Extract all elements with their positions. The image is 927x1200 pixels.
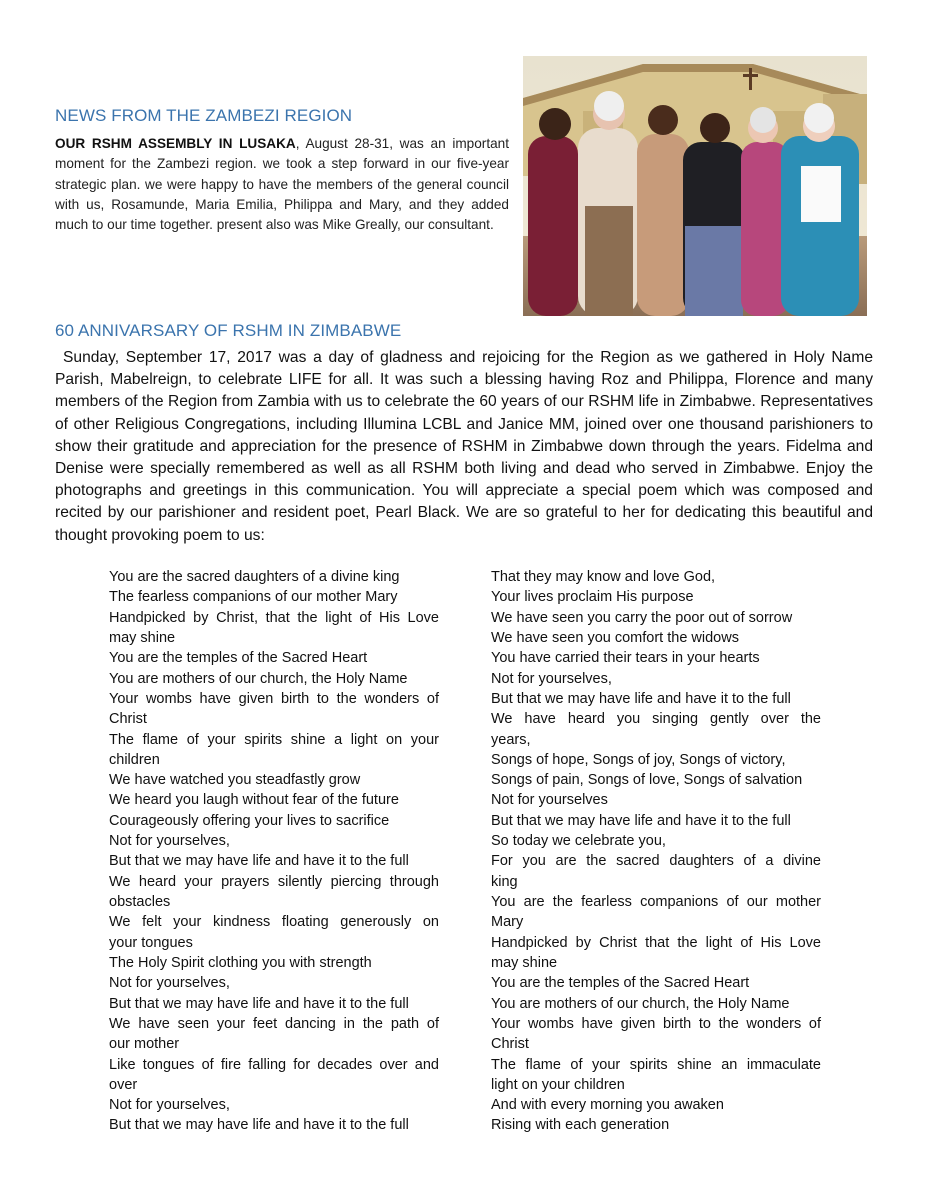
poem-right-column bbox=[491, 567, 821, 1136]
poem-line: The Holy Spirit clothing you with strength bbox=[109, 954, 372, 971]
poem-line: over bbox=[109, 1076, 138, 1093]
poem-line: years, bbox=[491, 731, 531, 748]
poem-line: We heard you laugh without fear of the future bbox=[109, 792, 399, 809]
poem-line: So today we celebrate you, bbox=[491, 833, 666, 850]
poem-line: children bbox=[109, 751, 160, 768]
poem-line: We heard your prayers silently piercing through bbox=[109, 873, 439, 890]
poem-line: We have heard you singing gently over the bbox=[491, 711, 821, 728]
poem-line: But that we may have life and have it to the full bbox=[491, 812, 791, 829]
poem-line: We have seen you comfort the widows bbox=[491, 629, 739, 646]
poem-line: Your wombs have given birth to the wonders of bbox=[491, 1015, 821, 1032]
poem-line: And with every morning you awaken bbox=[491, 1097, 724, 1114]
poem-line: Songs of hope, Songs of joy, Songs of victory, bbox=[491, 751, 786, 768]
section-heading-zambezi: NEWS FROM THE ZAMBEZI REGION bbox=[55, 106, 353, 125]
poem-line: our mother bbox=[109, 1036, 180, 1053]
poem-line: Not for yourselves, bbox=[491, 670, 612, 687]
poem-line: That they may know and love God, bbox=[491, 569, 716, 585]
poem-line: may shine bbox=[109, 629, 176, 646]
poem-line: But that we may have life and have it to the full bbox=[491, 690, 791, 707]
poem-left-column bbox=[109, 567, 439, 1136]
poem-line: The fearless companions of our mother Mary bbox=[109, 589, 398, 606]
poem-line: Rising with each generation bbox=[491, 1117, 670, 1134]
poem-line: Not for yourselves, bbox=[109, 833, 230, 850]
assembly-text: , August 28-31, was an important moment for the Zambezi region. we took a step forward in our five-year strategic plan. we were happy to have the members of the general council with us, Rosamunde, Maria Emilia, Philippa and Mary, and they added much to our time together. present also was Mike Greally, our consultant. bbox=[55, 136, 509, 233]
group-photo bbox=[523, 56, 867, 316]
poem-line: You are the fearless companions of our mother bbox=[491, 894, 821, 910]
poem-line: You are mothers of our church, the Holy Name bbox=[491, 995, 790, 1012]
poem-line: Like tongues of fire falling for decades over and bbox=[109, 1056, 439, 1073]
poem-line: Christ bbox=[491, 1036, 529, 1053]
poem-line: Songs of pain, Songs of love, Songs of salvation bbox=[491, 772, 803, 789]
poem-line: king bbox=[491, 873, 518, 890]
poem-line: Not for yourselves bbox=[491, 792, 608, 809]
poem-line: The flame of your spirits shine an immaculate bbox=[491, 1056, 821, 1073]
poem-line: Handpicked by Christ, that the light of His Love bbox=[109, 609, 439, 626]
anniversary-paragraph: Sunday, September 17, 2017 was a day of gladness and rejoicing for the Region as we gathered in Holy Name Parish, Mabelreign, to celebrate LIFE for all. It was such a blessing having Roz and Philippa, Florence and many members of the Region from Zambia with us to celebrate the 60 years of our RSHM life in Zimbabwe. Representatives of other Religious Congregations, including Illumina LCBL and Janice MM, joined over one thousand parishioners to show their gratitude and appreciation for the presence of RSHM in Zimbabwe down through the years. Fidelma and Denise were specially remembered as well as all RSHM both living and dead who served in Zimbabwe. Enjoy the photographs and greetings in this communication. You will appreciate a special poem which was composed and recited by our parishioner and resident poet, Pearl Black. We are so grateful to her for dedicating this beautiful and thought provoking poem to us: bbox=[55, 349, 873, 544]
section-heading-zimbabwe: 60 ANNIVARSARY OF RSHM IN ZIMBABWE bbox=[55, 321, 402, 340]
poem-line: Courageously offering your lives to sacrifice bbox=[109, 812, 390, 829]
poem-line: may shine bbox=[491, 954, 558, 971]
poem-line: Your lives proclaim His purpose bbox=[491, 589, 694, 606]
poem-line: But that we may have life and have it to the full bbox=[109, 995, 409, 1012]
poem-line: We have watched you steadfastly grow bbox=[109, 772, 361, 789]
poem-line: your tongues bbox=[109, 934, 193, 951]
poem-line: You are the temples of the Sacred Heart bbox=[109, 650, 368, 667]
poem-line: You are the sacred daughters of a divine king bbox=[109, 569, 400, 585]
poem-line: Christ bbox=[109, 711, 147, 728]
poem-line: We have seen you carry the poor out of sorrow bbox=[491, 609, 793, 626]
poem-line: You are mothers of our church, the Holy Name bbox=[109, 670, 408, 687]
poem-line: You are the temples of the Sacred Heart bbox=[491, 975, 750, 992]
poem-line: Your wombs have given birth to the wonders of bbox=[109, 690, 439, 707]
assembly-lead: OUR RSHM ASSEMBLY IN LUSAKA bbox=[55, 136, 296, 151]
poem-line: We have seen your feet dancing in the path of bbox=[109, 1015, 439, 1032]
poem-line: light on your children bbox=[491, 1076, 625, 1093]
poem-line: But that we may have life and have it to the full bbox=[109, 1117, 409, 1134]
poem-line: You have carried their tears in your hearts bbox=[491, 650, 760, 667]
assembly-paragraph bbox=[55, 134, 509, 235]
poem-line: Mary bbox=[491, 914, 524, 931]
poem-line: The flame of your spirits shine a light on your bbox=[109, 731, 439, 748]
poem-line: obstacles bbox=[109, 894, 171, 910]
poem-line: Handpicked by Christ that the light of His Love bbox=[491, 934, 821, 951]
poem-line: Not for yourselves, bbox=[109, 1097, 230, 1114]
poem-line: For you are the sacred daughters of a divine bbox=[491, 853, 821, 870]
poem-line: We felt your kindness floating generously on bbox=[109, 914, 439, 931]
poem-line: But that we may have life and have it to the full bbox=[109, 853, 409, 870]
poem-line: Not for yourselves, bbox=[109, 975, 230, 992]
